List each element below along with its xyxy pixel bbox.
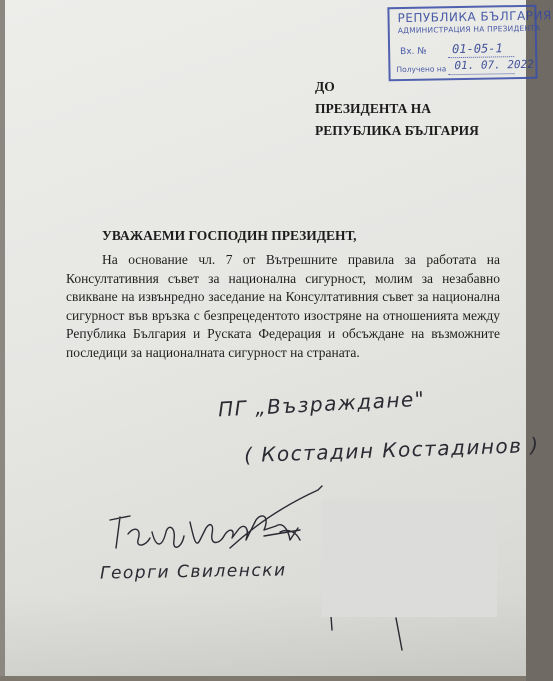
signature-stroke: [230, 486, 322, 548]
signature-stroke: [264, 530, 300, 540]
body-line: свикване на извънредно заседание на Консултативния съвет за национална: [66, 289, 500, 304]
addressee-line: ДО: [315, 79, 335, 94]
signature-stroke: [396, 618, 402, 650]
salutation: УВАЖАЕМИ ГОСПОДИН ПРЕЗИДЕНТ,: [102, 228, 357, 243]
signature-stroke: [110, 516, 298, 548]
stamp-incoming-number: 01-05-1: [451, 41, 503, 57]
paper-edge-left: [0, 0, 5, 681]
redaction-box: [322, 500, 497, 617]
body-line: Консултативния съвет за национална сигурност, молим за незабавно: [66, 270, 500, 286]
stamp-title: РЕПУБЛИКА БЪЛГАРИЯ: [397, 8, 552, 26]
addressee-line: ПРЕЗИДЕНТА НА: [315, 101, 432, 116]
handwritten-signatory-name: ( Костадин Костадинов ): [243, 432, 541, 468]
paper-edge-bottom: [0, 676, 526, 681]
body-line: сигурност във връзка с безпрецедентото изостряне на отношенията между: [66, 307, 500, 323]
body-line: последици за националната сигурност на страната.: [66, 344, 360, 360]
stamp-received-date: 01. 07. 2022: [454, 57, 534, 73]
stamp-subtitle: АДМИНИСТРАЦИЯ НА ПРЕЗИДЕНТА: [397, 23, 541, 36]
stamp-received-label: Получено на: [396, 64, 447, 75]
addressee-line: РЕПУБЛИКА БЪЛГАРИЯ: [315, 123, 479, 138]
body-line: Република България и Руската Федерация и обсъждане на възможните: [66, 326, 500, 341]
handwritten-party-name: ПГ „Възраждане": [217, 386, 427, 422]
stamp-incoming-label: Вх. №: [400, 46, 427, 58]
handwritten-signer-name: Георги Свиленски: [99, 560, 287, 584]
body-line: На основание чл. 7 от Вътрешните правила за работата на: [102, 252, 500, 267]
